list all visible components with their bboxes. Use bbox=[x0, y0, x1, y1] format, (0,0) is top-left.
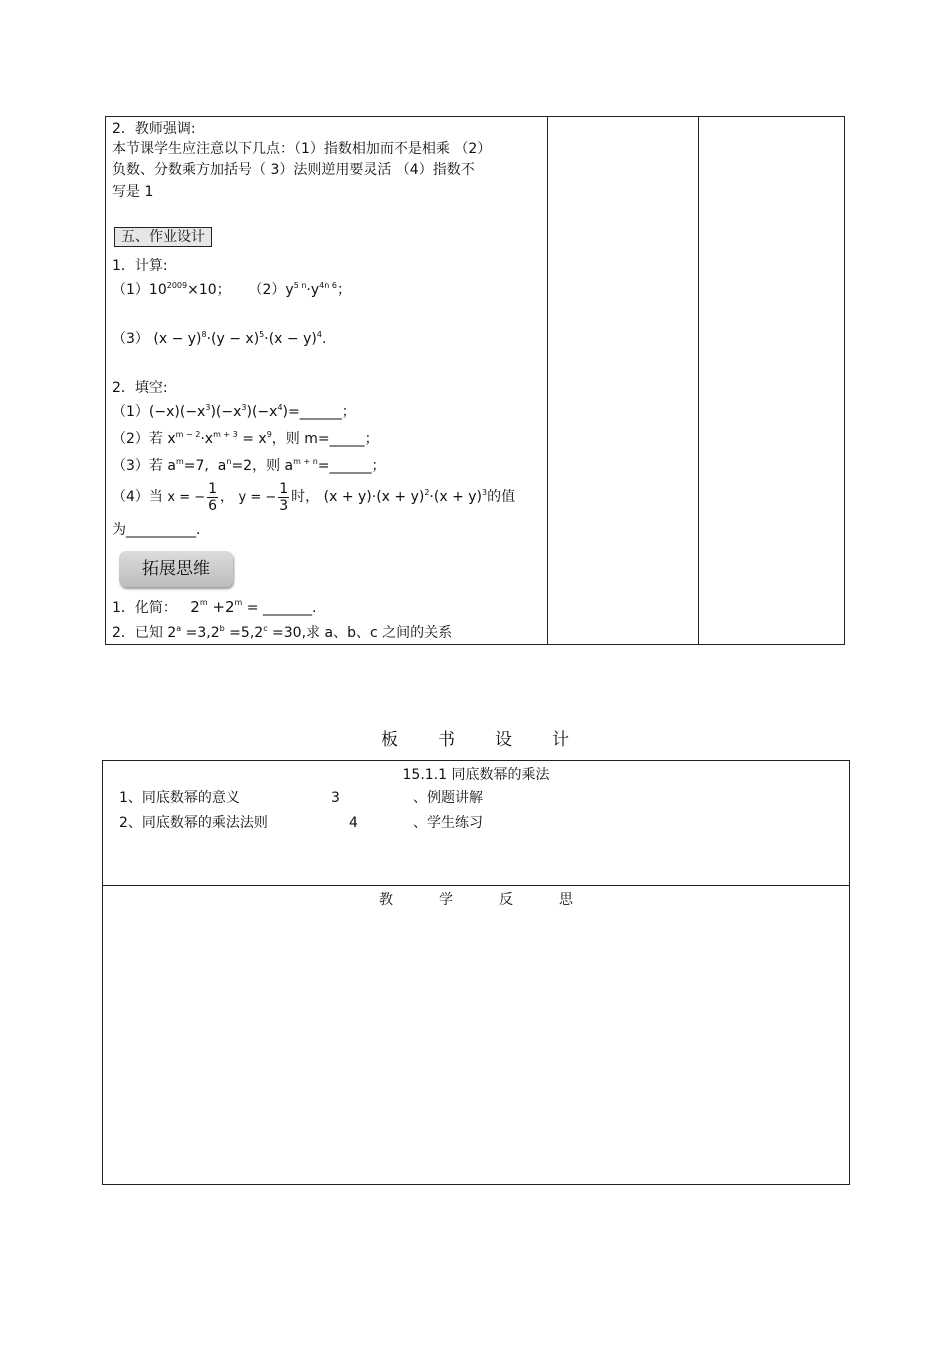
math-text: ·(y − x) bbox=[206, 331, 260, 347]
q-label: （4）当 bbox=[112, 489, 163, 505]
board-item: 、学生练习 bbox=[413, 815, 483, 831]
math-text: =2，则 bbox=[231, 458, 281, 474]
math-text: . bbox=[321, 331, 327, 347]
math-text: ； bbox=[336, 282, 351, 298]
q-label: （3）若 bbox=[112, 458, 163, 474]
board-item: 、例题讲解 bbox=[413, 790, 483, 806]
q-label: （2）若 bbox=[112, 431, 163, 447]
math-text: ·(x − y) bbox=[264, 331, 317, 347]
math-text: =5,2 bbox=[224, 625, 264, 641]
math-exponent: 2 bbox=[424, 488, 430, 497]
emphasis-line: 本节课学生应注意以下几点：（1）指数相加而不是相乘 （2） bbox=[112, 141, 492, 157]
math-exponent: m − 2 bbox=[175, 430, 201, 439]
math-text: = x bbox=[242, 431, 267, 447]
math-text: =______； bbox=[317, 458, 386, 474]
board-reflection-table bbox=[102, 760, 850, 1185]
math-text: ·(x + y) bbox=[429, 489, 482, 505]
math-base: 2 bbox=[167, 625, 177, 641]
fraction bbox=[207, 481, 218, 514]
board-item: 2、同底数幂的乘法法则 bbox=[119, 815, 268, 831]
q-label: （1） bbox=[112, 404, 149, 420]
emphasis-heading: 2．教师强调: bbox=[112, 121, 196, 137]
math-exponent: a bbox=[176, 624, 182, 633]
math-text: =30, bbox=[267, 625, 307, 641]
q1-heading: 1．计算: bbox=[112, 258, 168, 274]
math-exponent: 4n 6 bbox=[319, 281, 337, 290]
board-item-number: 3 bbox=[331, 790, 340, 806]
extension-q2 bbox=[112, 623, 452, 643]
q2-item-1 bbox=[112, 402, 356, 422]
math-exponent: 3 bbox=[241, 403, 247, 412]
math-base: a bbox=[284, 458, 294, 474]
column-divider bbox=[698, 117, 699, 644]
math-text: )=______； bbox=[282, 404, 356, 420]
q-label: 1．化简： bbox=[112, 600, 177, 616]
math-text: y = − bbox=[238, 490, 277, 505]
q-label: （3） bbox=[112, 331, 149, 347]
board-design-title: 板书设计 bbox=[381, 730, 609, 750]
math-text: ×10； bbox=[187, 282, 231, 298]
math-text: (x + y) bbox=[323, 489, 372, 505]
math-base: 2 bbox=[190, 598, 200, 616]
q2-item-2 bbox=[112, 429, 379, 449]
row-divider bbox=[103, 885, 849, 886]
board-item: 1、同底数幂的意义 bbox=[119, 790, 240, 806]
math-exponent: m bbox=[234, 598, 243, 607]
math-text: ·y bbox=[306, 282, 320, 298]
q-label: （2） bbox=[248, 282, 286, 298]
math-text: (x − y) bbox=[153, 331, 202, 347]
math-exponent: m bbox=[199, 598, 208, 607]
math-text: x = − bbox=[167, 490, 206, 505]
fraction-numerator: 1 bbox=[208, 480, 218, 497]
math-exponent: m bbox=[175, 457, 184, 466]
math-exponent: 9 bbox=[266, 430, 272, 439]
lesson-table bbox=[105, 116, 845, 645]
math-base: x bbox=[167, 431, 176, 447]
emphasis-line: 负数、分数乘方加括号（ 3）法则逆用要灵活 （4）指数不 bbox=[112, 162, 475, 178]
homework-section-label bbox=[114, 227, 212, 247]
q2-item-4 bbox=[112, 479, 515, 515]
math-text: ·(x + y) bbox=[371, 489, 425, 505]
math-exponent: b bbox=[219, 624, 225, 633]
reflection-title: 教学反思 bbox=[379, 892, 619, 908]
math-text: )(−x bbox=[246, 404, 278, 420]
math-base: 10 bbox=[148, 282, 167, 298]
math-text: =7, bbox=[183, 458, 209, 474]
math-text: (−x)(−x bbox=[148, 404, 206, 420]
fraction-denominator: 3 bbox=[279, 497, 289, 514]
math-exponent: 3 bbox=[482, 488, 488, 497]
math-text: 的值 bbox=[487, 489, 516, 505]
math-exponent: 4 bbox=[316, 330, 322, 339]
math-exponent: 4 bbox=[277, 403, 283, 412]
math-exponent: n bbox=[226, 457, 232, 466]
math-text: )(−x bbox=[210, 404, 242, 420]
emphasis-line: 写是 1 bbox=[112, 184, 154, 200]
fraction bbox=[278, 481, 289, 514]
lesson-title: 15.1.1 同底数幂的乘法 bbox=[402, 767, 550, 783]
math-text: =3,2 bbox=[181, 625, 220, 641]
math-exponent: 2009 bbox=[166, 281, 188, 290]
math-exponent: 3 bbox=[205, 403, 211, 412]
section-label-box: 五、作业设计 bbox=[114, 227, 212, 247]
math-text: ·x bbox=[200, 431, 214, 447]
math-base: y bbox=[285, 282, 294, 298]
math-exponent: 5 bbox=[259, 330, 265, 339]
board-item-number: 4 bbox=[349, 815, 358, 831]
math-text: 求 a、b、c 之间的关系 bbox=[306, 625, 453, 641]
column-divider bbox=[547, 117, 548, 644]
math-exponent: c bbox=[263, 624, 268, 633]
math-base: a bbox=[217, 458, 227, 474]
math-exponent: 8 bbox=[201, 330, 207, 339]
math-exponent: m + n bbox=[293, 457, 318, 466]
math-exponent: m + 3 bbox=[213, 430, 238, 439]
fraction-numerator: 1 bbox=[279, 480, 289, 497]
q1-row-c bbox=[112, 329, 326, 349]
q1-row-ab bbox=[112, 280, 351, 300]
q2-item-3 bbox=[112, 456, 386, 476]
math-text: ， bbox=[220, 489, 235, 505]
q2-heading: 2．填空: bbox=[112, 380, 168, 396]
math-exponent: 5 n bbox=[293, 281, 307, 290]
math-text: 时， bbox=[291, 489, 320, 505]
math-text: = _______. bbox=[242, 600, 317, 616]
q-label: （1） bbox=[112, 282, 149, 298]
math-text: +2 bbox=[207, 598, 235, 616]
math-base: a bbox=[167, 458, 176, 474]
extension-thinking-button: 拓展思维 bbox=[119, 551, 233, 587]
q-label: 2．已知 bbox=[112, 625, 163, 641]
q2-item-4-line2: 为__________. bbox=[112, 522, 201, 538]
fraction-denominator: 6 bbox=[208, 497, 218, 514]
extension-q1 bbox=[112, 597, 316, 618]
math-text: ，则 m=_____； bbox=[271, 431, 379, 447]
